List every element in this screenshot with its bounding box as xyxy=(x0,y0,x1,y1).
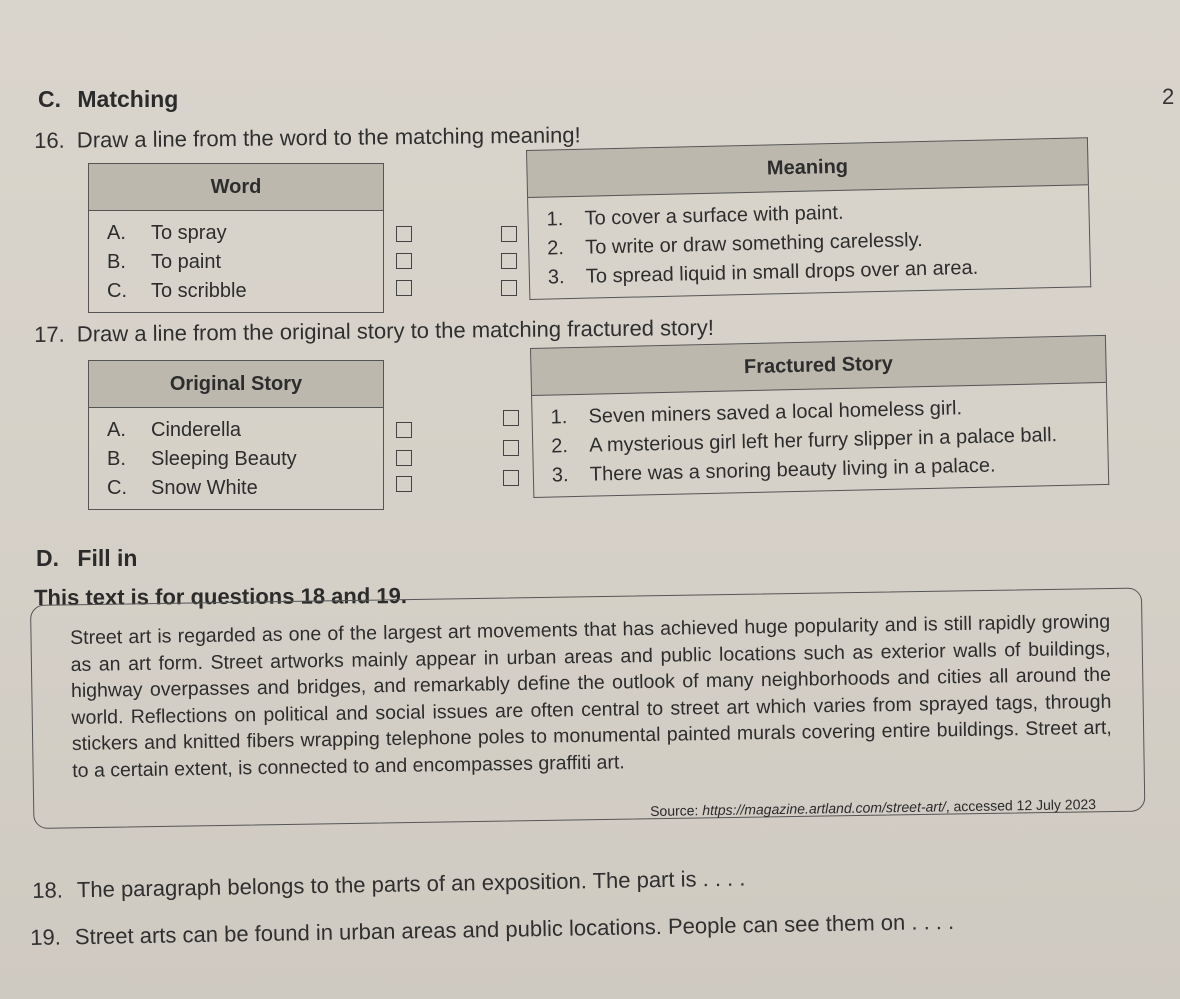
q16-right-box-3[interactable] xyxy=(501,280,517,296)
q16-right-num: 1. xyxy=(546,208,564,231)
passage-text: Street art is regarded as one of the largest art movements that has achieved huge popularity and is still rapidly growing as an art form. Street artworks mainly appear in urban areas and public locations such as exterior walls of buildings, highway overpasses and bridges, and remarkably define the outlook of many neighborhoods and cities all around the world. Reflections on political and social issues are often central to street art which varies from sprayed tags, through stickers and knitted fibers wrapping telephone poles to monumental painted murals covering entire buildings. Street art, to a certain extent, is connected to and encompasses graffiti art. xyxy=(70,610,1112,782)
q16-right-text: To spread liquid in small drops over an area. xyxy=(585,256,979,288)
q17-right-text: A mysterious girl left her furry slipper in a palace ball. xyxy=(588,424,1058,457)
question-18 xyxy=(32,866,746,904)
q16-meaning-header: Meaning xyxy=(527,138,1089,198)
page-number: 2 xyxy=(1162,84,1175,109)
q17-left-text: Sleeping Beauty xyxy=(151,448,297,470)
q17-left-letter: A. xyxy=(107,419,126,441)
q16-left-text: To spray xyxy=(151,222,227,244)
q16-left-box-c[interactable] xyxy=(396,280,412,296)
q18-number: 18. xyxy=(32,877,64,903)
q17-right-num: 3. xyxy=(551,464,569,487)
q17-left-box-a[interactable] xyxy=(396,422,412,438)
q16-left-letter: C. xyxy=(107,280,127,302)
q16-word-table xyxy=(88,163,384,313)
q18-text: The paragraph belongs to the parts of an exposition. The part is . . . . xyxy=(76,865,746,903)
q16-left-letter: A. xyxy=(107,222,126,244)
q17-right-text: There was a snoring beauty living in a palace. xyxy=(589,454,996,486)
table-row xyxy=(89,408,384,446)
table-row xyxy=(89,277,384,313)
source-url: https://magazine.artland.com/street-art/ xyxy=(702,798,946,819)
q16-left-box-b[interactable] xyxy=(396,253,412,269)
q17-left-letter: C. xyxy=(107,477,127,499)
q17-number: 17. xyxy=(34,321,65,347)
q19-text: Street arts can be found in urban areas and public locations. People can see them on . . . . xyxy=(74,908,955,950)
passage-intro: This text is for questions 18 and 19. xyxy=(34,583,408,610)
q17-right-box-1[interactable] xyxy=(503,410,519,426)
q16-right-box-2[interactable] xyxy=(501,253,517,269)
q17-left-letter: B. xyxy=(107,448,126,470)
section-c-title: Matching xyxy=(77,86,179,112)
q17-left-box-b[interactable] xyxy=(396,450,412,466)
section-d-label: D. xyxy=(36,545,59,571)
question-17 xyxy=(34,315,714,348)
q16-meaning-block xyxy=(526,137,1091,300)
q17-original-header: Original Story xyxy=(89,361,384,408)
q17-fractured-block xyxy=(530,335,1109,498)
table-row xyxy=(89,211,384,249)
question-19 xyxy=(30,909,954,951)
q16-left-text: To scribble xyxy=(151,280,247,302)
q16-right-num: 2. xyxy=(546,237,565,260)
source-suffix: , accessed 12 July 2023 xyxy=(945,795,1097,815)
q17-right-text: Seven miners saved a local homeless girl. xyxy=(588,397,963,428)
section-c-label: C. xyxy=(38,86,61,112)
section-d-title: Fill in xyxy=(77,545,138,571)
q17-left-text: Cinderella xyxy=(151,419,242,441)
q17-right-box-2[interactable] xyxy=(503,440,519,456)
q16-right-num: 3. xyxy=(547,266,565,289)
q17-left-box-c[interactable] xyxy=(396,476,412,492)
q16-meaning-table xyxy=(526,137,1091,300)
q16-left-letter: B. xyxy=(107,251,126,273)
table-row xyxy=(89,445,384,474)
q16-number: 16. xyxy=(34,127,65,153)
q19-number: 19. xyxy=(30,924,62,950)
q17-prompt: Draw a line from the original story to the matching fractured story! xyxy=(76,314,714,347)
q16-right-box-1[interactable] xyxy=(501,226,517,242)
q16-left-text: To paint xyxy=(151,251,222,273)
table-row xyxy=(89,248,384,277)
section-d-heading xyxy=(36,545,137,572)
q17-right-num: 2. xyxy=(550,435,569,458)
q16-right-text: To write or draw something carelessly. xyxy=(584,229,923,259)
table-row xyxy=(89,474,384,510)
q17-right-num: 1. xyxy=(550,406,568,429)
q16-word-header: Word xyxy=(89,164,384,211)
q17-left-text: Snow White xyxy=(151,477,258,499)
q16-prompt: Draw a line from the word to the matching meaning! xyxy=(76,122,581,153)
q17-fractured-table xyxy=(530,335,1109,498)
source-prefix: Source: xyxy=(650,802,703,819)
section-c-heading xyxy=(38,86,178,113)
q17-fractured-header: Fractured Story xyxy=(531,335,1107,395)
q17-right-box-3[interactable] xyxy=(503,470,519,486)
question-16 xyxy=(34,122,581,154)
q17-original-table xyxy=(88,360,384,510)
q16-left-box-a[interactable] xyxy=(396,226,412,242)
q16-right-text: To cover a surface with paint. xyxy=(584,201,844,230)
